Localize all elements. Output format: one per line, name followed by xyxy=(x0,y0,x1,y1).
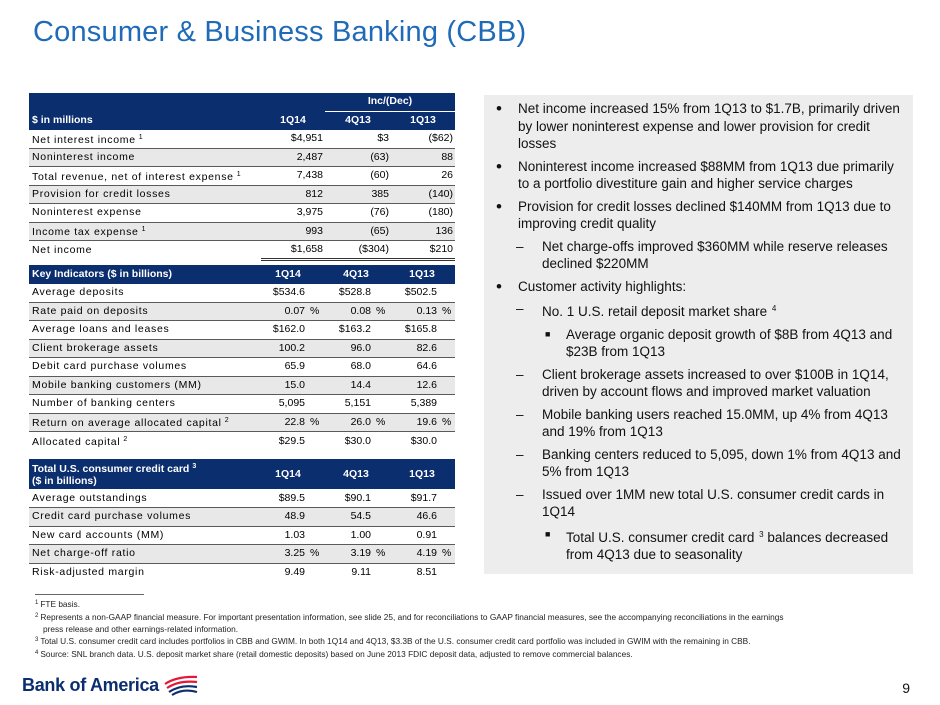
cell-value: ($62) xyxy=(391,130,455,149)
cell-value: 0.13 xyxy=(389,302,439,321)
footnote-ref: 1 xyxy=(236,170,242,178)
footnote-ref: 3 xyxy=(759,529,764,539)
cell-unit: % xyxy=(373,413,389,432)
cell-unit xyxy=(373,284,389,303)
footnote-ref: 1 xyxy=(138,133,144,141)
bullet-item xyxy=(496,366,901,401)
column-header: 1Q13 xyxy=(389,265,455,284)
cell-value: (140) xyxy=(391,185,455,204)
cell-value: $30.0 xyxy=(410,434,437,447)
footnote xyxy=(35,635,907,648)
bullet-text: Client brokerage assets increased to over $100B in 1Q14, driven by account flows and improved market valuation xyxy=(542,366,889,399)
inc-dec-header: Inc/(Dec) xyxy=(325,93,455,111)
cell-value: $534.6 xyxy=(253,284,307,303)
bullet-text: Average organic deposit growth of $8B from 4Q13 and $23B from 1Q13 xyxy=(566,326,893,359)
footnote xyxy=(35,598,907,611)
cell-value: 5,151 xyxy=(323,395,373,414)
cell-value: 48.9 xyxy=(253,508,307,527)
cell-value: $163.2 xyxy=(323,321,373,340)
cell-value: 9.11 xyxy=(351,566,371,578)
cell-unit: % xyxy=(307,413,323,432)
footnote-ref: 2 xyxy=(123,436,128,443)
cell-unit xyxy=(439,526,455,545)
cell-unit xyxy=(439,395,455,414)
bullet-text: No. 1 U.S. retail deposit market share xyxy=(542,304,768,319)
footnote-number: 3 xyxy=(35,637,39,644)
cell-unit xyxy=(373,339,389,358)
row-label xyxy=(29,432,253,451)
bullet-text: Mobile banking users reached 15.0MM, up 4% from 4Q13 and 19% from 1Q13 xyxy=(542,406,888,439)
bullet-item xyxy=(496,406,901,441)
cell-value: 14.4 xyxy=(323,376,373,395)
cell-unit: % xyxy=(307,302,323,321)
bullet-text: Noninterest income increased $88MM from 1Q13 due primarily to a portfolio divestiture gain and higher service charges xyxy=(518,158,894,191)
footnote-text: Source: SNL branch data. U.S. deposit market share (retail domestic deposits) based on June 2013 FDIC deposit data, adjusted to remove commercial balances. xyxy=(40,649,633,660)
cell-unit xyxy=(307,508,323,527)
cell-unit xyxy=(373,489,389,508)
cell-unit xyxy=(439,508,455,527)
cell-value: 19.6 xyxy=(389,413,439,432)
table-row xyxy=(29,185,455,204)
bullet-item xyxy=(496,100,901,153)
cell-value: 3.19 xyxy=(323,545,373,564)
table-row xyxy=(29,395,455,414)
cell-value: 5,389 xyxy=(389,395,439,414)
footnote-divider xyxy=(35,594,144,595)
cell-unit: % xyxy=(439,413,455,432)
bullet-text: Total U.S. consumer credit card xyxy=(566,529,755,545)
cell-unit xyxy=(307,376,323,395)
cell-value: 54.5 xyxy=(323,508,373,527)
column-header: Key Indicators ($ in billions) xyxy=(29,265,253,284)
footnote-number: 2 xyxy=(35,612,39,619)
cell-value: $4,951 xyxy=(261,130,325,149)
bullet-text: Issued over 1MM new total U.S. consumer credit cards in 1Q14 xyxy=(542,486,885,519)
footnotes xyxy=(35,598,907,661)
cell-unit xyxy=(307,489,323,508)
cell-unit xyxy=(439,376,455,395)
row-label xyxy=(29,395,253,414)
row-label-text: Net income xyxy=(32,243,93,256)
table-row xyxy=(29,204,455,223)
row-label xyxy=(29,185,261,204)
row-label-text: Debit card purchase volumes xyxy=(32,360,187,373)
bullet-item xyxy=(496,486,901,521)
cell-value: 7,438 xyxy=(261,167,325,186)
cell-value: 3,975 xyxy=(261,204,325,223)
header-line-1: Total U.S. consumer credit card xyxy=(32,463,190,475)
financial-summary-table xyxy=(29,93,455,261)
cell-value: 88 xyxy=(391,148,455,167)
table-row xyxy=(29,526,455,545)
row-label xyxy=(29,339,253,358)
row-label xyxy=(29,321,253,340)
cell-unit: % xyxy=(373,302,389,321)
bullet-item xyxy=(496,238,901,273)
cell-unit xyxy=(439,563,455,582)
table-header-row xyxy=(29,265,455,284)
table-row xyxy=(29,130,455,149)
cell-unit: % xyxy=(307,545,323,564)
column-header: 4Q13 xyxy=(323,265,389,284)
cell-value: 96.0 xyxy=(323,339,373,358)
flag-icon xyxy=(163,674,199,696)
cell-value: 82.6 xyxy=(389,339,439,358)
cell-value: $29.5 xyxy=(278,434,305,447)
cell-value: 5,095 xyxy=(253,395,307,414)
cell-value: 9.49 xyxy=(284,566,305,578)
cell-unit xyxy=(439,284,455,303)
bullet-text: Provision for credit losses declined $140MM from 1Q13 due to improving credit quality xyxy=(518,198,891,231)
row-label xyxy=(29,413,253,432)
footnote-text: FTE basis. xyxy=(40,599,80,609)
bullet-item xyxy=(496,278,901,296)
cell-unit xyxy=(373,321,389,340)
cell-unit xyxy=(307,395,323,414)
bullet-text: Banking centers reduced to 5,095, down 1% from 4Q13 and 5% from 1Q13 xyxy=(542,446,901,479)
column-header: 1Q13 xyxy=(391,111,455,130)
table-header-row xyxy=(29,111,455,130)
column-header: 4Q13 xyxy=(323,459,389,489)
cell-value: 3.25 xyxy=(253,545,307,564)
cell-value: $89.5 xyxy=(253,489,307,508)
cell-unit xyxy=(439,432,455,451)
cell-value: $165.8 xyxy=(389,321,439,340)
cell-value: 385 xyxy=(325,185,391,204)
footnote-text: Total U.S. consumer credit card includes portfolios in CBB and GWIM. In both 1Q14 and 4Q13, $3.3B of the U.S. consumer credit card portfolio was included in GWIM with the remaining in CBB. xyxy=(40,636,751,647)
cell-value: 22.8 xyxy=(253,413,307,432)
column-header: 4Q13 xyxy=(325,111,391,130)
cell-value: 68.0 xyxy=(323,358,373,377)
row-label xyxy=(29,222,261,241)
bank-of-america-logo xyxy=(22,672,199,698)
row-label xyxy=(29,302,253,321)
table-row xyxy=(29,432,455,451)
cell-unit: % xyxy=(439,545,455,564)
table-row xyxy=(29,358,455,377)
table-row xyxy=(29,302,455,321)
key-indicators-table xyxy=(29,265,455,450)
cell-value: 65.9 xyxy=(253,358,307,377)
row-label xyxy=(29,167,261,186)
cell-value: 136 xyxy=(391,222,455,241)
row-label-text: Provision for credit losses xyxy=(32,187,171,200)
cell-value: 812 xyxy=(261,185,325,204)
footnote-ref: 3 xyxy=(192,463,197,470)
row-label-text: Client brokerage assets xyxy=(32,341,159,354)
page-number: 9 xyxy=(902,680,910,696)
cell-value: (76) xyxy=(325,204,391,223)
footnote xyxy=(35,648,907,661)
bullet-item xyxy=(496,158,901,193)
cell-value: (63) xyxy=(325,148,391,167)
highlights-list xyxy=(496,100,901,564)
cell-value: 2,487 xyxy=(261,148,325,167)
row-label-text: Rate paid on deposits xyxy=(32,304,149,317)
row-label-text: Noninterest income xyxy=(32,150,136,163)
footnote-ref: 4 xyxy=(771,304,777,313)
row-label xyxy=(29,148,261,167)
row-label xyxy=(29,376,253,395)
footnote-number: 1 xyxy=(35,600,39,606)
table-row xyxy=(29,413,455,432)
row-label xyxy=(29,130,261,149)
cell-unit xyxy=(307,526,323,545)
bullet-text: Net charge-offs improved $360MM while reserve releases declined $220MM xyxy=(542,238,888,271)
cell-value: $3 xyxy=(325,130,391,149)
row-label: Average outstandings xyxy=(29,489,253,508)
bullet-text: balances decreased from 4Q13 due to seasonality xyxy=(566,529,889,562)
page-title: Consumer & Business Banking (CBB) xyxy=(33,16,527,48)
cell-value: 0.07 xyxy=(253,302,307,321)
cell-unit: % xyxy=(439,302,455,321)
row-label-text: Total revenue, net of interest expense xyxy=(32,170,234,183)
table-row xyxy=(29,489,455,508)
cell-value: $91.7 xyxy=(389,489,439,508)
cell-value: 26 xyxy=(391,167,455,186)
bullet-text: Net income increased 15% from 1Q13 to $1.7B, primarily driven by lower noninterest expense and lower provision for credit losses xyxy=(518,101,900,151)
cell-unit xyxy=(439,489,455,508)
row-label xyxy=(29,241,261,260)
cell-unit xyxy=(307,563,323,582)
row-label: New card accounts (MM) xyxy=(29,526,253,545)
cell-value: 46.6 xyxy=(389,508,439,527)
cell-value: 4.19 xyxy=(389,545,439,564)
column-header: 1Q14 xyxy=(253,265,323,284)
table-row xyxy=(29,508,455,527)
cell-value: $1,658 xyxy=(261,241,325,260)
table-row xyxy=(29,241,455,260)
row-label-text: Noninterest expense xyxy=(32,206,142,219)
table-row xyxy=(29,167,455,186)
bullet-item xyxy=(496,300,901,321)
cell-value: $90.1 xyxy=(323,489,373,508)
row-label-text: Return on average allocated capital xyxy=(32,417,222,430)
logo-text: Bank of America xyxy=(22,674,159,695)
cell-value: 1.03 xyxy=(253,526,307,545)
highlights-panel xyxy=(484,95,913,574)
footnote-ref: 1 xyxy=(141,226,147,234)
column-header: 1Q13 xyxy=(389,459,455,489)
cell-unit xyxy=(373,395,389,414)
footnote-number: 4 xyxy=(35,650,39,657)
bullet-item xyxy=(496,526,901,564)
cell-value: 12.6 xyxy=(389,376,439,395)
row-label xyxy=(29,358,253,377)
row-label: Risk-adjusted margin xyxy=(32,566,145,578)
table-header-row xyxy=(29,459,455,489)
cell-value: $162.0 xyxy=(253,321,307,340)
cell-unit xyxy=(439,358,455,377)
cell-value: $528.8 xyxy=(323,284,373,303)
row-label-text: Net interest income xyxy=(32,133,136,146)
footnote-ref: 2 xyxy=(224,417,230,425)
cell-value: (60) xyxy=(325,167,391,186)
cell-unit xyxy=(307,358,323,377)
cell-value: 8.51 xyxy=(416,566,437,578)
table-row xyxy=(29,222,455,241)
cell-value: (180) xyxy=(391,204,455,223)
row-label-text: Allocated capital xyxy=(32,436,121,448)
cell-unit xyxy=(307,284,323,303)
cell-value: $30.0 xyxy=(344,434,371,447)
cell-unit: % xyxy=(373,545,389,564)
table-row xyxy=(29,376,455,395)
credit-card-table xyxy=(29,459,455,582)
cell-value: 100.2 xyxy=(253,339,307,358)
footnote xyxy=(35,611,907,624)
footnote-text: Represents a non-GAAP financial measure. For important presentation information, see slide 25, and for reconciliations to GAAP financial measures, see the accompanying reconciliations in the earnings xyxy=(40,611,784,622)
cell-value: 15.0 xyxy=(253,376,307,395)
column-header: 1Q14 xyxy=(261,111,325,130)
cell-value: $210 xyxy=(391,241,455,260)
row-label xyxy=(29,284,253,303)
cell-unit xyxy=(307,432,323,451)
cell-unit xyxy=(307,339,323,358)
table-row xyxy=(29,563,455,582)
row-label: Net charge-off ratio xyxy=(29,545,253,564)
bullet-text: Customer activity highlights: xyxy=(518,278,687,294)
row-label-text: Average loans and leases xyxy=(32,323,170,336)
table-row xyxy=(29,321,455,340)
cell-value: (65) xyxy=(325,222,391,241)
row-label-text: Mobile banking customers (MM) xyxy=(32,378,202,391)
cell-unit xyxy=(307,321,323,340)
table-row xyxy=(29,284,455,303)
cell-unit xyxy=(439,321,455,340)
column-header xyxy=(29,459,253,489)
cell-value: $502.5 xyxy=(389,284,439,303)
row-label: Credit card purchase volumes xyxy=(29,508,253,527)
table-row xyxy=(29,148,455,167)
cell-unit xyxy=(373,432,389,451)
cell-value: 1.00 xyxy=(323,526,373,545)
cell-value: 993 xyxy=(261,222,325,241)
cell-value: ($304) xyxy=(325,241,391,260)
column-header: $ in millions xyxy=(29,111,261,130)
cell-value: 0.08 xyxy=(323,302,373,321)
cell-unit xyxy=(373,563,389,582)
row-label-text: Average deposits xyxy=(32,286,125,298)
bullet-item xyxy=(496,326,901,361)
cell-unit xyxy=(439,339,455,358)
cell-unit xyxy=(373,526,389,545)
cell-unit xyxy=(373,508,389,527)
bullet-item xyxy=(496,446,901,481)
table-header-group-row xyxy=(29,93,455,111)
cell-value: 64.6 xyxy=(389,358,439,377)
cell-value: 26.0 xyxy=(323,413,373,432)
cell-value: 0.91 xyxy=(389,526,439,545)
cell-unit xyxy=(373,376,389,395)
bullet-item xyxy=(496,198,901,233)
column-header: 1Q14 xyxy=(253,459,323,489)
row-label xyxy=(29,204,261,223)
footnote-continuation: press release and other earnings-related information. xyxy=(43,623,239,634)
row-label-text: Income tax expense xyxy=(32,226,139,239)
header-line-2: ($ in billions) xyxy=(32,475,97,487)
table-row xyxy=(29,545,455,564)
cell-unit xyxy=(373,358,389,377)
row-label-text: Number of banking centers xyxy=(32,397,176,410)
table-row xyxy=(29,339,455,358)
